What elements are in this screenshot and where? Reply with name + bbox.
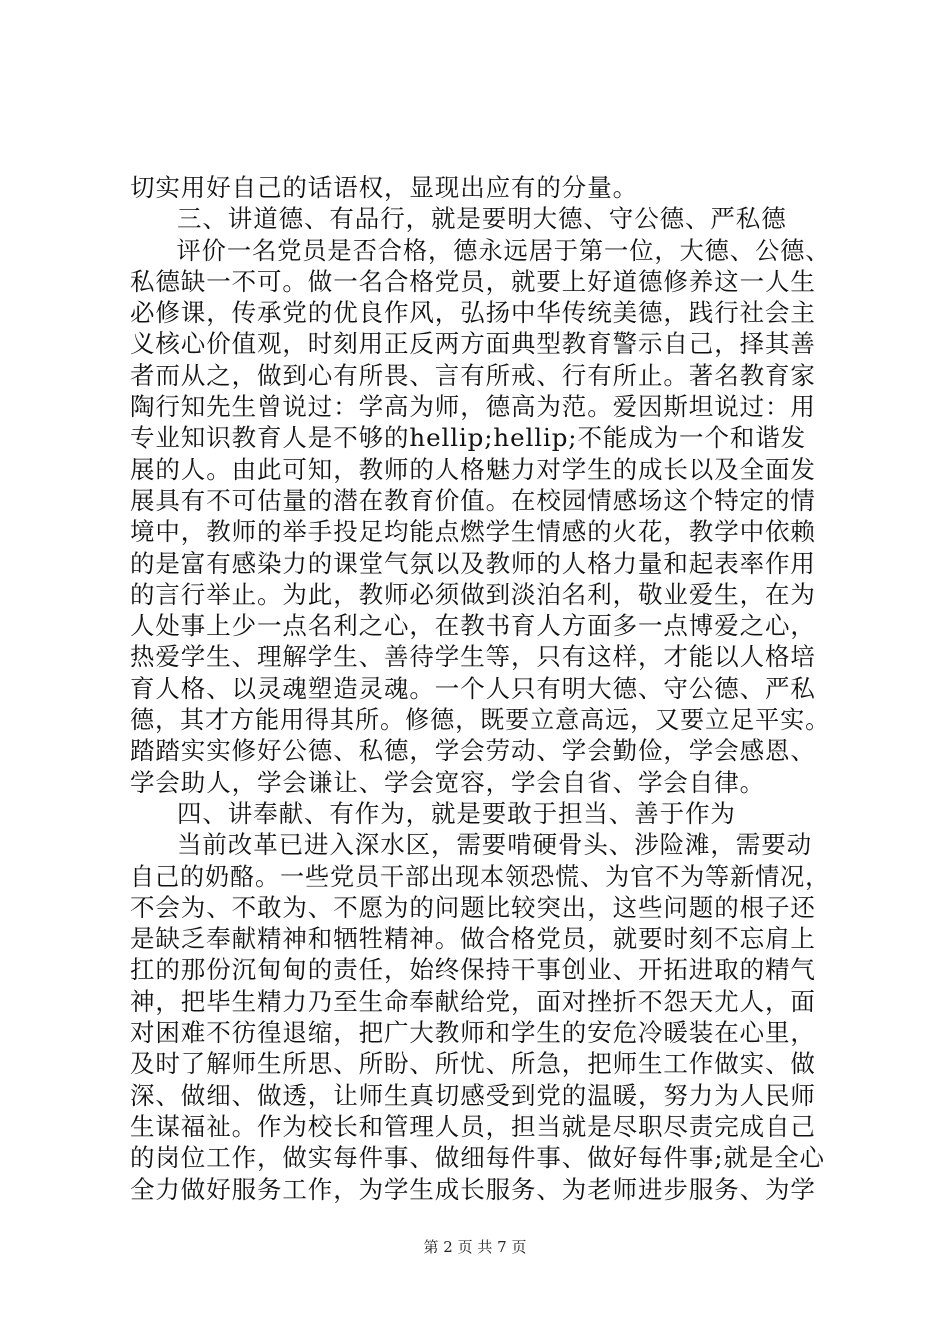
text-line: 境中，教师的举手投足均能点燃学生情感的火花，教学中依赖: [130, 517, 816, 547]
text-line: 不会为、不敢为、不愿为的问题比较突出，这些问题的根子还: [130, 892, 816, 922]
text-line: 及时了解师生所思、所盼、所忧、所急，把师生工作做实、做: [130, 1049, 816, 1079]
text-line: 当前改革已进入深水区，需要啃硬骨头、涉险滩，需要动: [177, 830, 812, 860]
text-line: 全力做好服务工作，为学生成长服务、为老师进步服务、为学: [130, 1174, 816, 1204]
text-line: 神，把毕生精力乃至生命奉献给党，面对挫折不怨天尤人，面: [130, 986, 816, 1016]
text-line: 自己的奶酪。一些党员干部出现本领恐慌、为官不为等新情况，: [130, 861, 831, 891]
text-line: 切实用好自己的话语权，显现出应有的分量。: [130, 173, 638, 202]
text-line: 人处事上少一点名利之心，在教书育人方面多一点博爱之心，: [130, 611, 816, 641]
text-line: 热爱学生、理解学生、善待学生等，只有这样，才能以人格培: [130, 642, 816, 672]
text-line: 私德缺一不可。做一名合格党员，就要上好道德修养这一人生: [130, 266, 816, 296]
text-line: 专业知识教育人是不够的hellip;hellip;不能成为一个和谐发: [130, 423, 807, 453]
text-line: 必修课，传承党的优良作风，弘扬中华传统美德，践行社会主: [130, 298, 816, 328]
text-line: 四、讲奉献、有作为，就是要敢于担当、善于作为: [177, 798, 736, 828]
text-line: 对困难不彷徨退缩，把广大教师和学生的安危冷暖装在心里，: [130, 1018, 816, 1048]
text-line: 者而从之，做到心有所畏、言有所戒、行有所止。著名教育家: [130, 360, 816, 390]
text-line: 义核心价值观，时刻用正反两方面典型教育警示自己，择其善: [130, 329, 816, 359]
text-line: 学会助人，学会谦让、学会宽容，学会自省、学会自律。: [130, 767, 765, 797]
text-line: 陶行知先生曾说过：学高为师，德高为范。爱因斯坦说过：用: [130, 392, 816, 422]
document-body: [130, 172, 830, 1205]
text-line: 的言行举止。为此，教师必须做到淡泊名利，敬业爱生，在为: [130, 579, 816, 609]
text-line: 踏踏实实修好公德、私德，学会劳动、学会勤俭，学会感恩、: [130, 736, 816, 766]
text-line: 是缺乏奉献精神和牺牲精神。做合格党员，就要时刻不忘肩上: [130, 924, 816, 954]
text-line: 评价一名党员是否合格，德永远居于第一位，大德、公德、: [176, 235, 831, 265]
text-line: 展具有不可估量的潜在教育价值。在校园情感场这个特定的情: [130, 485, 816, 515]
text-line: 扛的那份沉甸甸的责任，始终保持干事创业、开拓进取的精气: [130, 955, 816, 985]
text-line: 的是富有感染力的课堂气氛以及教师的人格力量和起表率作用: [130, 548, 816, 578]
text-line: 深、做细、做透，让师生真切感受到党的温暖，努力为人民师: [130, 1080, 816, 1110]
text-line: 的岗位工作，做实每件事、做细每件事、做好每件事;就是全心: [130, 1143, 825, 1173]
text-line: 育人格、以灵魂塑造灵魂。一个人只有明大德、守公德、严私: [130, 673, 816, 703]
text-line: 展的人。由此可知，教师的人格魅力对学生的成长以及全面发: [130, 454, 816, 484]
text-line: 生谋福祉。作为校长和管理人员，担当就是尽职尽责完成自己: [130, 1111, 816, 1141]
text-line: 三、讲道德、有品行，就是要明大德、守公德、严私德: [177, 204, 787, 234]
text-line: 德，其才方能用得其所。修德，既要立意高远，又要立足平实。: [130, 705, 831, 735]
page-footer: 第 2 页 共 7 页: [423, 1238, 527, 1256]
